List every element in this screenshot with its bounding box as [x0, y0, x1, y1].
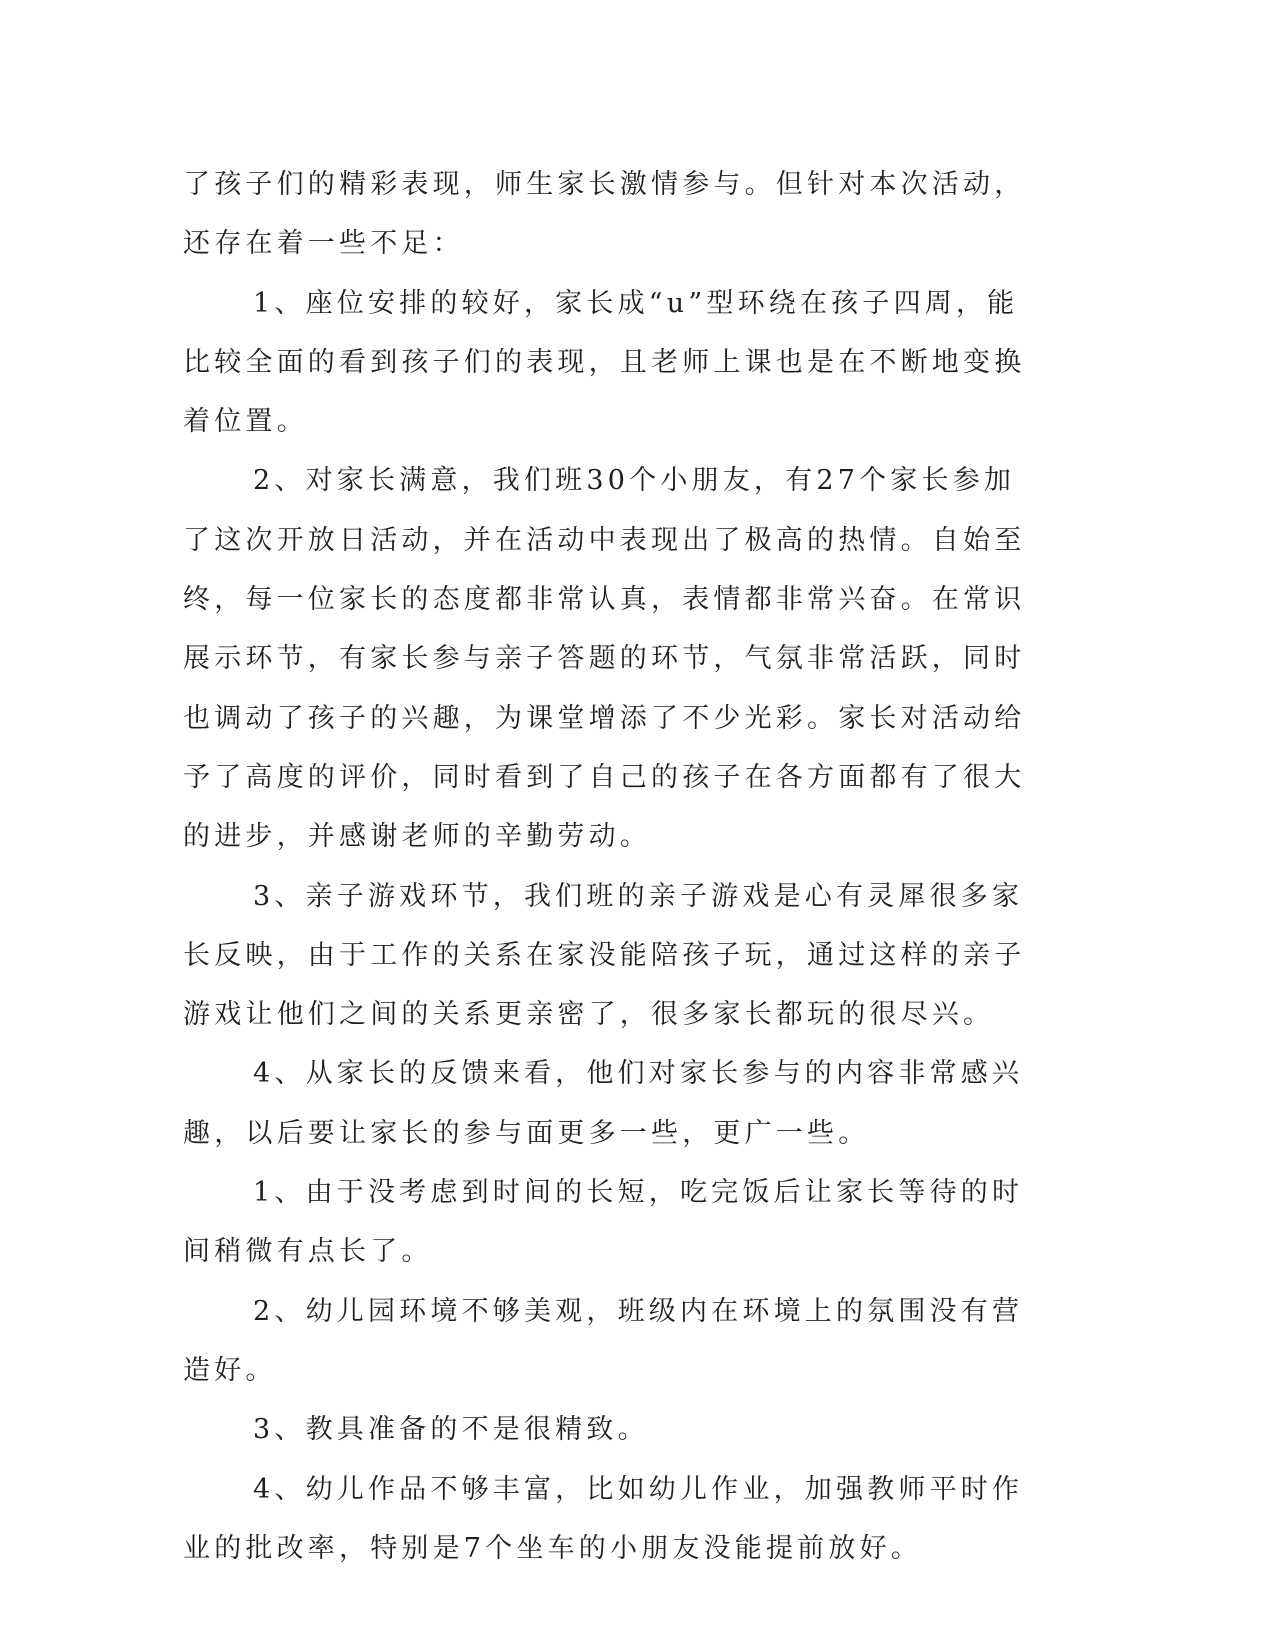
paragraph-shortcoming-2: 2、幼儿园环境不够美观，班级内在环境上的氛围没有营造好。: [183, 1295, 1024, 1386]
paragraph-merit-4: 4、从家长的反馈来看，他们对家长参与的内容非常感兴趣，以后要让家长的参与面更多一些，更广一些。: [183, 1058, 1024, 1149]
paragraph-intro: 了孩子们的精彩表现，师生家长激情参与。但针对本次活动，还存在着一些不足：: [183, 169, 1026, 260]
paragraph-merit-1: 1、座位安排的较好，家长成“u”型环绕在孩子四周，能比较全面的看到孩子们的表现，且老师上课也是在不断地变换着位置。: [183, 287, 1026, 438]
paragraph-shortcoming-3: 3、教具准备的不是很精致。: [253, 1414, 649, 1446]
paragraph-shortcoming-1: 1、由于没考虑到时间的长短，吃完饭后让家长等待的时间稍微有点长了。: [183, 1177, 1024, 1268]
paragraph-merit-2: 2、对家长满意，我们班30个小朋友，有27个家长参加了这次开放日活动，并在活动中表现出了极高的热情。自始至终，每一位家长的态度都非常认真，表情都非常兴奋。在常识展示环节，有家长参与亲子答题的环节，气氛非常活跃，同时也调动了孩子的兴趣，为课堂增添了不少光彩。家长对活动给予了高度的评价，同时看到了自己的孩子在各方面都有了很大的进步，并感谢老师的辛勤劳动。: [183, 465, 1026, 853]
paragraph-merit-3: 3、亲子游戏环节，我们班的亲子游戏是心有灵犀很多家长反映，由于工作的关系在家没能陪孩子玩，通过这样的亲子游戏让他们之间的关系更亲密了，很多家长都玩的很尽兴。: [183, 880, 1026, 1031]
document-body: [183, 155, 1043, 1578]
paragraph-shortcoming-4: 4、幼儿作品不够丰富，比如幼儿作业，加强教师平时作业的批改率，特别是7个坐车的小朋友没能提前放好。: [183, 1473, 1024, 1564]
